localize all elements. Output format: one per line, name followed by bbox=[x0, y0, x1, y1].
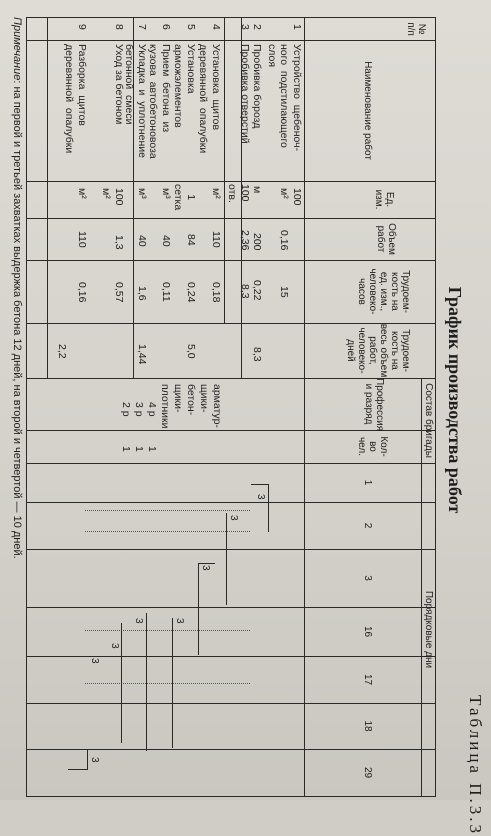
row-volume: 110 bbox=[210, 231, 222, 248]
col-divider bbox=[27, 40, 435, 41]
header-profession: Профессия и разряд bbox=[363, 378, 385, 432]
header-count: Кол- во чел. bbox=[356, 436, 389, 457]
schedule-bar bbox=[198, 563, 199, 655]
row-volume: 84 bbox=[185, 234, 197, 246]
schedule-guide bbox=[85, 683, 250, 684]
row-name: Укладка и уплотнение бетонной смеси bbox=[123, 44, 148, 158]
header-unit: Ед. изм. bbox=[373, 189, 395, 210]
crew-size-mark: 3 bbox=[174, 618, 185, 624]
header-name: Наименование работ bbox=[362, 61, 373, 160]
col-divider bbox=[27, 463, 435, 464]
days-subheader-line bbox=[421, 463, 422, 796]
page-title: График производства работ bbox=[445, 286, 465, 514]
row-labor-unit: 0,57 bbox=[113, 282, 125, 303]
col-divider bbox=[27, 749, 435, 750]
header-volume: Объем работ bbox=[375, 223, 397, 255]
row-labor-total: 2,2 bbox=[56, 344, 68, 359]
crew-grade: 4 р bbox=[146, 402, 158, 417]
footnote-label: Примечание bbox=[11, 17, 23, 81]
col-divider bbox=[27, 607, 435, 608]
col-divider bbox=[27, 502, 435, 503]
row-num: 9 bbox=[76, 24, 88, 30]
row-num: 7 bbox=[136, 24, 148, 30]
row-num: 5 bbox=[185, 24, 197, 30]
schedule-bar bbox=[68, 769, 88, 770]
header-day: 29 bbox=[362, 766, 373, 779]
row-name: Устройство щебеноч- ного подстилающего слоя bbox=[266, 44, 303, 152]
row-labor-unit: 8,3 bbox=[239, 284, 251, 299]
row-num: 4 bbox=[210, 24, 222, 30]
row-name: Прием бетона из кузова автобетоновоза bbox=[147, 44, 172, 159]
row-group-separator bbox=[133, 323, 134, 378]
header-crew: Состав бригады bbox=[423, 383, 434, 458]
row-unit: м² bbox=[210, 188, 222, 199]
row-unit: 100 м² bbox=[100, 188, 125, 206]
row-labor-total: 8,3 bbox=[251, 347, 263, 362]
row-unit: 100 м² bbox=[278, 188, 303, 206]
row-num: 2 bbox=[251, 24, 263, 30]
row-labor-total: 1,44 bbox=[136, 344, 148, 365]
row-unit: м³ bbox=[160, 188, 172, 199]
schedule-bar bbox=[172, 618, 173, 748]
header-day: 17 bbox=[362, 673, 373, 686]
header-day: 2 bbox=[362, 522, 373, 529]
footnote bbox=[11, 17, 23, 559]
row-group-separator bbox=[241, 323, 242, 378]
row-labor-unit: 0,22 bbox=[251, 280, 263, 301]
row-volume: 0,16 bbox=[278, 230, 290, 251]
header-day: 3 bbox=[362, 575, 373, 581]
crew-size-mark: 3 bbox=[89, 757, 100, 763]
row-num: 8 bbox=[113, 24, 125, 30]
row-unit: 1 сетка bbox=[172, 184, 197, 211]
crew-count: 1 bbox=[133, 446, 145, 452]
schedule-bar bbox=[268, 484, 269, 532]
footnote-text: : на первой и третьей захватках выдержка бетона 12 дней, на второй и четвертой — 10 дней. bbox=[11, 80, 23, 559]
schedule-bar bbox=[199, 563, 215, 564]
header-days: Порядковые дни bbox=[423, 590, 434, 669]
row-volume: 1,3 bbox=[113, 235, 125, 250]
row-unit: м² bbox=[76, 188, 88, 199]
row-name: Установка щитов деревянной опалубки bbox=[197, 44, 222, 154]
row-labor-total: 5,0 bbox=[185, 344, 197, 359]
row-name: Пробивка борозд bbox=[251, 44, 263, 129]
header-labor-unit: Трудоем- кость на ед. изм., человеко- часов bbox=[356, 268, 411, 315]
crew-grade: 3 р bbox=[133, 402, 145, 417]
row-group-separator bbox=[224, 18, 225, 323]
crew-profession: щики- bbox=[198, 384, 210, 413]
row-num: 1 bbox=[291, 24, 303, 30]
schedule-bar bbox=[251, 484, 269, 485]
schedule-guide bbox=[85, 630, 250, 631]
schedule-bar bbox=[226, 513, 227, 605]
table-caption: Таблица П.3.3 bbox=[466, 695, 485, 836]
schedule-bar bbox=[87, 749, 88, 769]
schedule-guide bbox=[85, 510, 250, 511]
col-divider bbox=[27, 703, 435, 704]
row-volume: 40 bbox=[136, 235, 148, 247]
row-name: Уход за бетоном bbox=[113, 44, 125, 125]
row-labor-unit: 0,11 bbox=[160, 282, 172, 302]
row-labor-unit: 1,6 bbox=[136, 286, 148, 301]
header-separator bbox=[304, 18, 305, 796]
header-day: 18 bbox=[362, 720, 373, 732]
crew-size-mark: 3 bbox=[109, 643, 120, 649]
row-volume: 2,36 bbox=[239, 230, 251, 251]
crew-size-mark: 3 bbox=[200, 565, 211, 571]
row-group-separator bbox=[47, 18, 48, 378]
row-num: 3 bbox=[239, 24, 251, 30]
col-divider bbox=[27, 656, 435, 657]
row-labor-unit: 15 bbox=[278, 286, 290, 298]
crew-profession: щики- bbox=[172, 384, 184, 413]
crew-profession: бетон- bbox=[185, 384, 197, 416]
schedule-table bbox=[26, 17, 436, 797]
row-name: Пробивка отверстий bbox=[239, 44, 251, 144]
crew-size-mark: 3 bbox=[133, 618, 144, 624]
row-unit: м³ bbox=[136, 188, 148, 199]
schedule-bar bbox=[121, 623, 122, 743]
row-volume: 40 bbox=[160, 235, 172, 247]
row-labor-unit: 0,18 bbox=[210, 282, 222, 303]
row-volume: 200 bbox=[251, 233, 263, 251]
schedule-bar bbox=[146, 613, 147, 751]
row-labor-unit: 0,16 bbox=[76, 282, 88, 303]
header-day: 1 bbox=[362, 479, 373, 486]
row-unit: 100 отв. bbox=[226, 184, 251, 203]
row-name: Установка арможэлементов bbox=[172, 44, 197, 128]
crew-size-mark: 3 bbox=[89, 658, 100, 664]
crew-subheader-line bbox=[421, 378, 422, 463]
header-day: 16 bbox=[362, 625, 373, 638]
header-labor-total: Трудоем- кость на весь объем работ, человеко- дней bbox=[345, 323, 411, 378]
crew-count: 1 bbox=[146, 446, 158, 452]
col-divider bbox=[27, 549, 435, 550]
crew-size-mark: 3 bbox=[228, 515, 239, 521]
row-unit: м bbox=[251, 186, 263, 194]
crew-grade: 2 р bbox=[120, 402, 132, 417]
col-divider bbox=[27, 218, 435, 219]
row-name: Разборка щитов деревянной опалубки bbox=[63, 44, 88, 154]
row-labor-unit: 0,24 bbox=[185, 282, 197, 303]
crew-profession: арматур- bbox=[211, 384, 223, 428]
crew-profession: плотники bbox=[159, 384, 171, 429]
crew-count: 1 bbox=[120, 446, 132, 452]
header-num: № п/п bbox=[405, 22, 427, 36]
row-volume: 110 bbox=[76, 231, 88, 248]
crew-size-mark: 3 bbox=[255, 494, 266, 500]
row-num: 6 bbox=[160, 24, 172, 30]
